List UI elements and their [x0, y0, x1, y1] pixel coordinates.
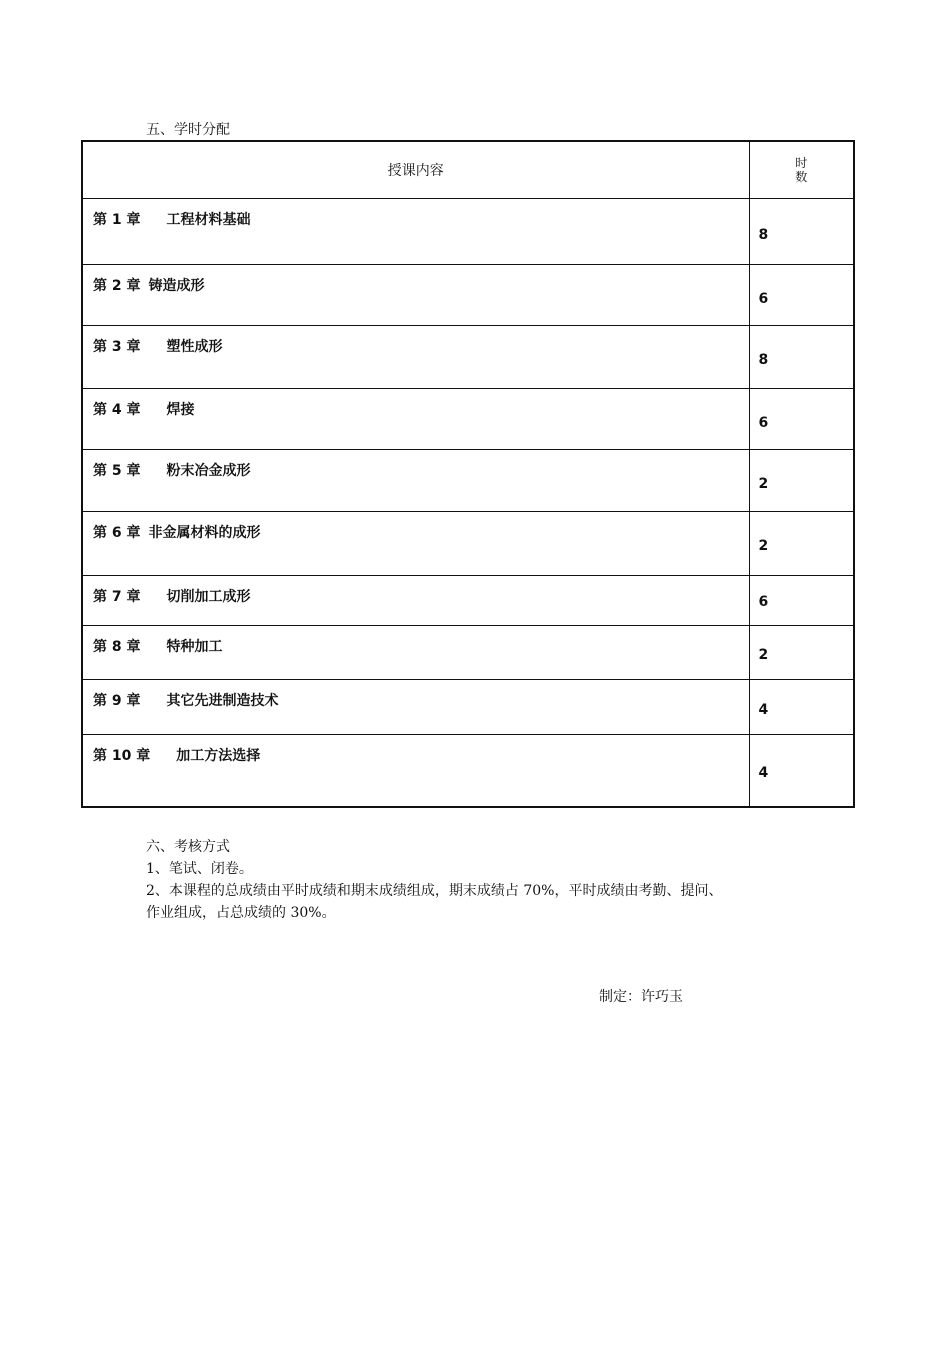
table-row [82, 626, 854, 680]
table-row [82, 389, 854, 450]
chapter-number: 第 8 章 [93, 639, 141, 655]
chapter-number: 第 9 章 [93, 693, 141, 709]
row-content [82, 576, 749, 626]
row-content [82, 265, 749, 326]
assessment-line-3: 作业组成，占总成绩的 30%。 [146, 905, 336, 921]
table-row [82, 512, 854, 576]
row-hours: 6 [749, 576, 854, 626]
row-hours: 2 [749, 626, 854, 680]
row-hours: 6 [749, 389, 854, 450]
table-row [82, 735, 854, 807]
row-content [82, 680, 749, 735]
table-row [82, 576, 854, 626]
section-5-title: 五、学时分配 [146, 122, 230, 138]
table-row [82, 680, 854, 735]
row-content [82, 326, 749, 389]
table-row [82, 265, 854, 326]
chapter-title: 加工方法选择 [176, 748, 261, 764]
table-row [82, 199, 854, 265]
assessment-section [146, 836, 826, 924]
chapter-number: 第 3 章 [93, 339, 141, 355]
table-row [82, 450, 854, 512]
row-content [82, 450, 749, 512]
chapter-title: 铸造成形 [148, 278, 205, 294]
chapter-number: 第 6 章 [93, 525, 141, 541]
chapter-title: 焊接 [166, 402, 195, 418]
row-hours: 6 [749, 265, 854, 326]
assessment-line-1: 1、笔试、闭卷。 [146, 861, 253, 877]
chapter-title: 非金属材料的成形 [148, 525, 261, 541]
author-signature: 制定：许巧玉 [599, 989, 683, 1005]
chapter-title: 切削加工成形 [166, 589, 251, 605]
header-hours [749, 141, 854, 199]
header-hours-line2: 数 [795, 170, 808, 184]
header-content: 授课内容 [82, 141, 749, 199]
chapter-title: 其它先进制造技术 [166, 693, 279, 709]
chapter-title: 粉末冶金成形 [166, 463, 251, 479]
row-hours: 2 [749, 512, 854, 576]
row-hours: 8 [749, 326, 854, 389]
section-6-title: 六、考核方式 [146, 839, 230, 855]
hours-table [81, 140, 855, 808]
table-header-row [82, 141, 854, 199]
chapter-number: 第 4 章 [93, 402, 141, 418]
row-content [82, 389, 749, 450]
chapter-number: 第 5 章 [93, 463, 141, 479]
chapter-number: 第 10 章 [93, 748, 151, 764]
chapter-number: 第 2 章 [93, 278, 141, 294]
row-hours: 2 [749, 450, 854, 512]
header-hours-line1: 时 [795, 156, 808, 170]
chapter-title: 工程材料基础 [166, 212, 251, 228]
chapter-number: 第 1 章 [93, 212, 141, 228]
row-hours: 4 [749, 680, 854, 735]
chapter-number: 第 7 章 [93, 589, 141, 605]
row-content [82, 199, 749, 265]
chapter-title: 塑性成形 [166, 339, 223, 355]
row-content [82, 735, 749, 807]
chapter-title: 特种加工 [166, 639, 223, 655]
row-content [82, 626, 749, 680]
table-row [82, 326, 854, 389]
assessment-line-2: 2、本课程的总成绩由平时成绩和期末成绩组成，期末成绩占 70%，平时成绩由考勤、提问、 [146, 883, 723, 899]
row-content [82, 512, 749, 576]
row-hours: 8 [749, 199, 854, 265]
row-hours: 4 [749, 735, 854, 807]
